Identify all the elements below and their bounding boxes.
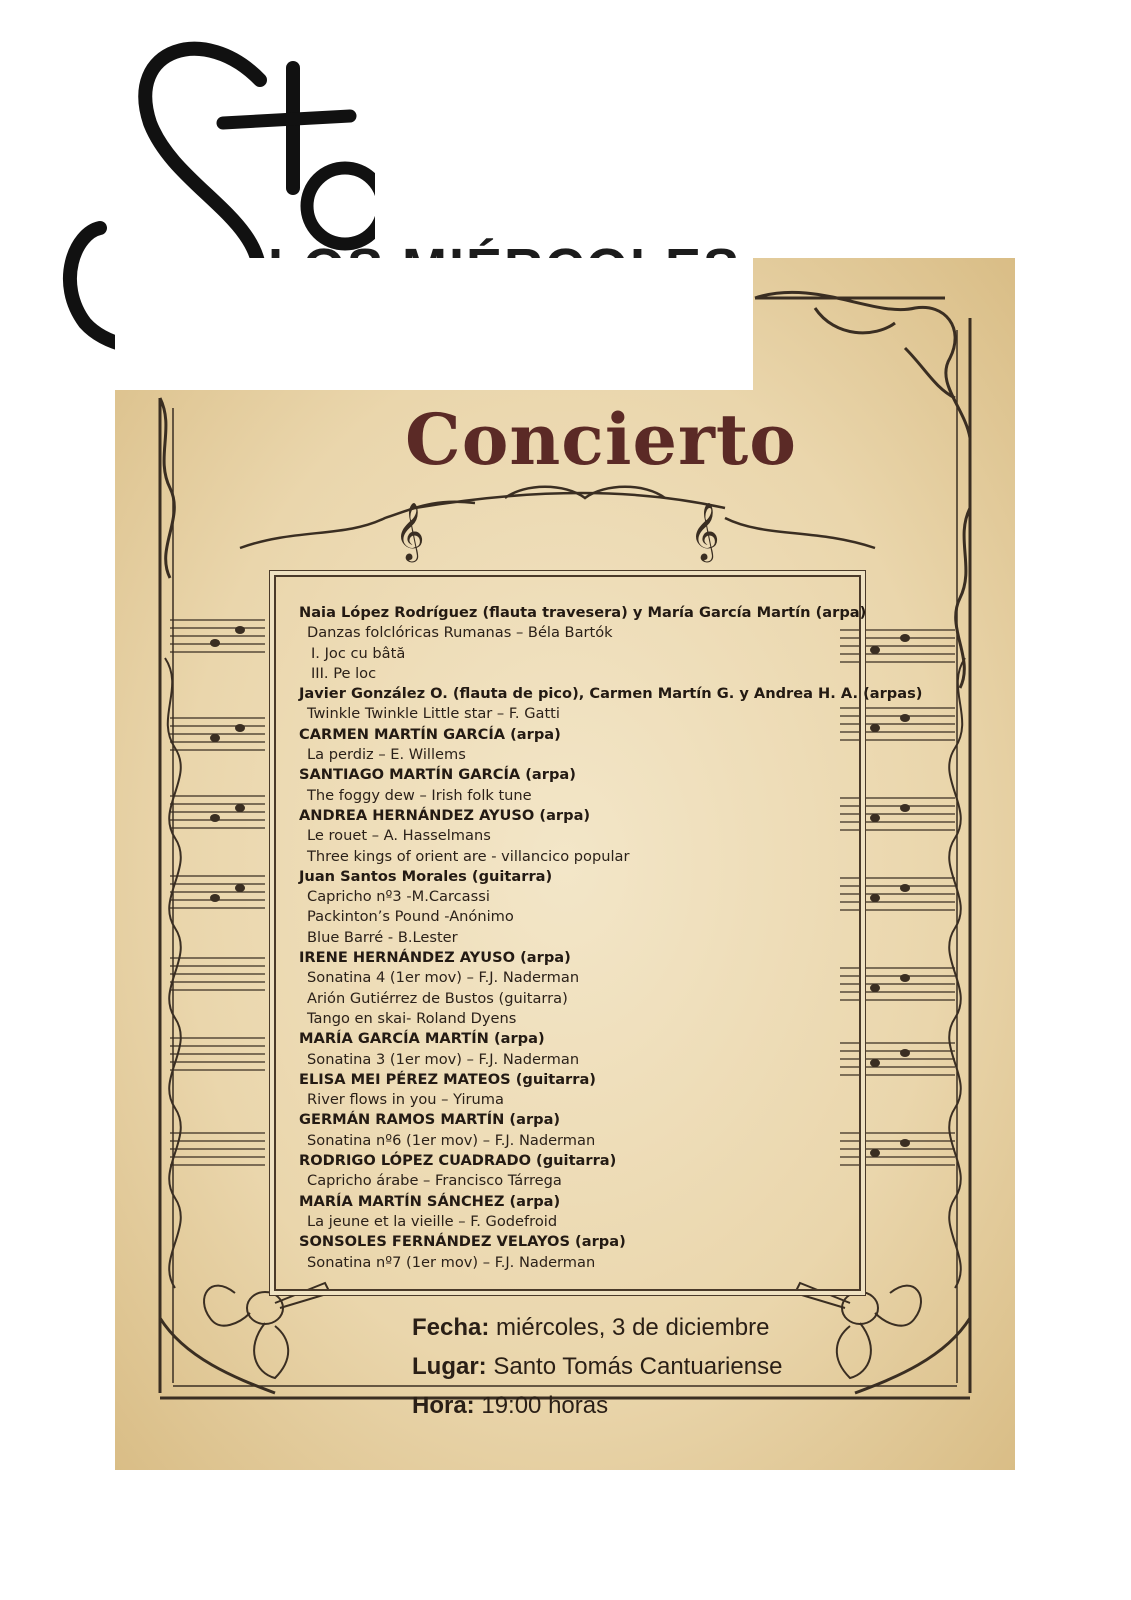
piece-line: Blue Barré - B.Lester <box>307 928 458 946</box>
performer-line: ANDREA HERNÁNDEZ AYUSO (arpa) <box>299 806 591 824</box>
lugar-line <box>412 1347 782 1386</box>
fecha-value: miércoles, 3 de diciembre <box>496 1314 770 1341</box>
piece-line: Danzas folclóricas Rumanas – Béla Bartók <box>307 624 613 642</box>
hora-value: 19:00 horas <box>481 1392 609 1419</box>
performer-line: GERMÁN RAMOS MARTÍN (arpa) <box>299 1111 561 1129</box>
movement-line: I. Joc cu bâtă <box>311 644 406 662</box>
hora-label: Hora: <box>412 1392 475 1419</box>
event-info <box>412 1308 782 1425</box>
performer-line: CARMEN MARTÍN GARCÍA (arpa) <box>299 725 561 743</box>
fecha-line <box>412 1308 782 1347</box>
performer-line: Javier González O. (flauta de pico), Carmen Martín G. y Andrea H. A. (arpas) <box>299 685 923 703</box>
piece-line: The foggy dew – Irish folk tune <box>307 786 532 804</box>
performer-line: RODRIGO LÓPEZ CUADRADO (guitarra) <box>299 1152 617 1170</box>
piece-line: River flows in you – Yiruma <box>307 1091 504 1109</box>
piece-line: Sonatina 4 (1er mov) – F.J. Naderman <box>307 969 580 987</box>
hora-line <box>412 1386 782 1425</box>
piece-line: Arión Gutiérrez de Bustos (guitarra) <box>307 989 568 1007</box>
fecha-label: Fecha: <box>412 1314 490 1341</box>
performer-line: MARÍA MARTÍN SÁNCHEZ (arpa) <box>299 1192 561 1210</box>
performer-line: Juan Santos Morales (guitarra) <box>299 867 553 885</box>
piece-line: Twinkle Twinkle Little star – F. Gatti <box>307 705 560 723</box>
piece-line: Capricho nº3 -M.Carcassi <box>307 888 490 906</box>
treble-clef-icon: 𝄞 <box>395 502 425 560</box>
performer-line: IRENE HERNÁNDEZ AYUSO (arpa) <box>299 949 571 967</box>
piece-line: Tango en skai- Roland Dyens <box>307 1009 517 1027</box>
piece-line: Capricho árabe – Francisco Tárrega <box>307 1172 562 1190</box>
piece-line: Sonatina 3 (1er mov) – F.J. Naderman <box>307 1050 580 1068</box>
lugar-label: Lugar: <box>412 1353 487 1380</box>
treble-clef-icon-right: 𝄞 <box>690 502 720 560</box>
lugar-value: Santo Tomás Cantuariense <box>493 1353 783 1380</box>
performer-line: SONSOLES FERNÁNDEZ VELAYOS (arpa) <box>299 1233 626 1251</box>
piece-line: Le rouet – A. Hasselmans <box>307 827 491 845</box>
program-list <box>299 603 923 1273</box>
performer-line: MARÍA GARCÍA MARTÍN (arpa) <box>299 1030 545 1048</box>
performer-line: Naia López Rodríguez (flauta travesera) y María García Martín (arpa) <box>299 604 867 621</box>
performer-line: SANTIAGO MARTÍN GARCÍA (arpa) <box>299 766 576 784</box>
performer-line: ELISA MEI PÉREZ MATEOS (guitarra) <box>299 1070 596 1088</box>
movement-line: III. Pe loc <box>311 664 377 682</box>
piece-line: La perdiz – E. Willems <box>307 746 466 764</box>
piece-line: La jeune et la vieille – F. Godefroid <box>307 1212 558 1230</box>
piece-line: Three kings of orient are - villancico popular <box>307 847 630 865</box>
poster-title: Concierto <box>405 398 797 481</box>
piece-line: Sonatina nº7 (1er mov) – F.J. Naderman <box>307 1253 596 1271</box>
piece-line: Sonatina nº6 (1er mov) – F.J. Naderman <box>307 1131 596 1149</box>
piece-line: Packinton’s Pound -Anónimo <box>307 908 514 926</box>
